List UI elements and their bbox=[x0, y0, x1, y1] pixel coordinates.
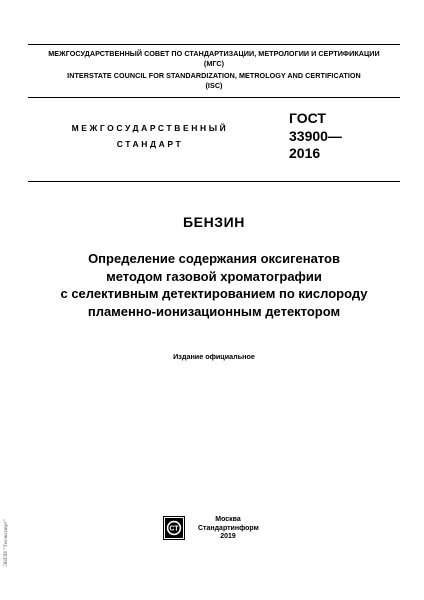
top-rule bbox=[28, 44, 400, 45]
publisher-block bbox=[198, 516, 258, 542]
svg-text:СТ: СТ bbox=[169, 525, 179, 533]
subtitle-line2: методом газовой хроматографии bbox=[106, 268, 322, 284]
header-rule bbox=[28, 97, 400, 98]
document-title: БЕНЗИН bbox=[182, 214, 246, 230]
publisher-year: 2019 bbox=[220, 533, 236, 540]
gost-line2: 33900— bbox=[289, 127, 342, 144]
title-rule bbox=[28, 181, 400, 182]
council-en: INTERSTATE COUNCIL FOR STANDARDIZATION, METROLOGY AND CERTIFICATION bbox=[67, 71, 361, 80]
gost-line1: ГОСТ bbox=[289, 110, 326, 126]
subtitle-line4: пламенно-ионизационным детектором bbox=[87, 303, 341, 319]
edition-label: Издание официальное bbox=[173, 352, 255, 361]
standard-label-line2: СТАНДАРТ bbox=[116, 139, 184, 149]
publisher-city: Москва bbox=[215, 516, 241, 523]
council-en-abbr: (ISC) bbox=[205, 81, 223, 90]
gost-number bbox=[289, 110, 342, 163]
council-ru: МЕЖГОСУДАРСТВЕННЫЙ СОВЕТ ПО СТАНДАРТИЗАЦИИ, МЕТРОЛОГИИ И СЕРТИФИКАЦИИ bbox=[48, 49, 380, 58]
side-watermark: ЭНПИ "Техэксперт" bbox=[3, 519, 9, 567]
standartinform-logo-icon bbox=[163, 516, 185, 540]
subtitle-line1: Определение содержания оксигенатов bbox=[88, 251, 340, 266]
subtitle-line3: с селективным детектированием по кислороду bbox=[60, 286, 368, 301]
publisher-name: Стандартинформ bbox=[198, 524, 259, 532]
standard-label-line1: МЕЖГОСУДАРСТВЕННЫЙ bbox=[71, 123, 229, 133]
gost-line3: 2016 bbox=[289, 145, 321, 161]
document-subtitle bbox=[28, 250, 400, 320]
council-ru-abbr: (МГС) bbox=[203, 59, 225, 68]
